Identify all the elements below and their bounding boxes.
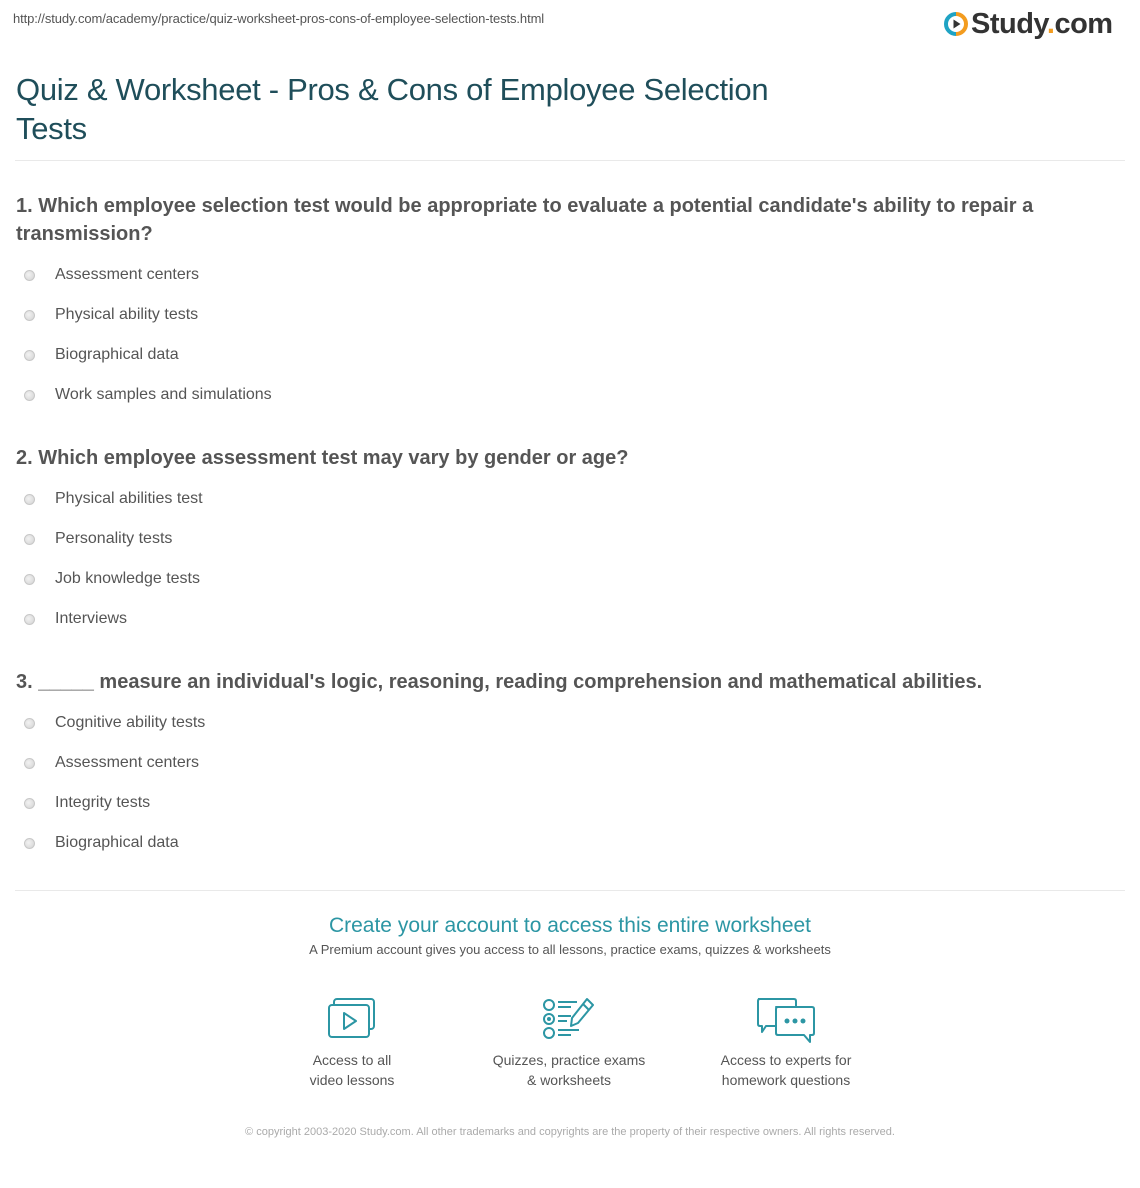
radio-button-icon[interactable] [24, 270, 35, 281]
feature-label-line: Access to all [312, 1052, 392, 1068]
cta-title-link[interactable]: Create your account to access this entire worksheet [328, 914, 812, 937]
feature-experts [696, 996, 876, 1090]
option-label: Work samples and simulations [55, 386, 272, 403]
question-3 [16, 668, 1116, 863]
option-label: Biographical data [55, 346, 179, 363]
answer-option[interactable] [16, 599, 1116, 639]
answer-options [16, 703, 1116, 863]
radio-button-icon[interactable] [24, 838, 35, 849]
radio-button-icon[interactable] [24, 350, 35, 361]
question-2 [16, 444, 1116, 639]
answer-option[interactable] [16, 519, 1116, 559]
radio-button-icon[interactable] [24, 758, 35, 769]
footer-copyright: © copyright 2003-2020 Study.com. All other trademarks and copyrights are the property of their respective owners. All rights reserved. [245, 1126, 895, 1138]
answer-option[interactable] [16, 479, 1116, 519]
radio-button-icon[interactable] [24, 718, 35, 729]
option-label: Assessment centers [55, 754, 200, 771]
answer-option[interactable] [16, 783, 1116, 823]
title-divider [15, 160, 1125, 161]
cta-divider [15, 890, 1125, 891]
feature-label-line: homework questions [721, 1072, 851, 1088]
radio-button-icon[interactable] [24, 534, 35, 545]
answer-option[interactable] [16, 559, 1116, 599]
feature-label-line: & worksheets [526, 1072, 612, 1088]
page-url: http://study.com/academy/practice/quiz-worksheet-pros-cons-of-employee-selection-tests.html [13, 11, 545, 26]
option-label: Biographical data [55, 834, 179, 851]
radio-button-icon[interactable] [24, 310, 35, 321]
option-label: Job knowledge tests [55, 570, 200, 587]
answer-option[interactable] [16, 743, 1116, 783]
page-title: Quiz & Worksheet - Pros & Cons of Employee Selection Tests [16, 72, 769, 146]
answer-option[interactable] [16, 255, 1116, 295]
feature-label [262, 1050, 442, 1090]
logo-dot: . [1046, 8, 1055, 40]
feature-label-line: video lessons [309, 1072, 395, 1088]
logo-text-com: com [1054, 8, 1113, 40]
radio-button-icon[interactable] [24, 574, 35, 585]
signup-cta [0, 912, 1140, 960]
video-lessons-icon [326, 996, 378, 1040]
feature-label-line: Access to experts for [720, 1052, 852, 1068]
logo-text-study: Study [971, 8, 1047, 40]
option-label: Assessment centers [55, 266, 200, 283]
question-text: 1. Which employee selection test would be appropriate to evaluate a potential candidate's ability to repair a transmission? [16, 195, 1034, 245]
option-label: Interviews [55, 610, 128, 627]
answer-option[interactable] [16, 335, 1116, 375]
option-label: Personality tests [55, 530, 173, 547]
radio-button-icon[interactable] [24, 390, 35, 401]
answer-options [16, 255, 1116, 415]
cta-subtitle: A Premium account gives you access to all lessons, practice exams, quizzes & worksheets [309, 942, 831, 957]
radio-button-icon[interactable] [24, 798, 35, 809]
answer-options [16, 479, 1116, 639]
logo-wordmark [971, 8, 1113, 40]
feature-quizzes [479, 996, 659, 1090]
answer-option[interactable] [16, 295, 1116, 335]
study-logo[interactable] [944, 8, 1113, 40]
premium-features [0, 996, 1140, 1096]
radio-button-icon[interactable] [24, 614, 35, 625]
question-text: 3. _____ measure an individual's logic, reasoning, reading comprehension and mathematical abilities. [16, 671, 983, 693]
question-1 [16, 192, 1116, 415]
answer-option[interactable] [16, 375, 1116, 415]
chat-bubbles-icon [754, 996, 818, 1046]
feature-label-line: Quizzes, practice exams [492, 1052, 646, 1068]
answer-option[interactable] [16, 823, 1116, 863]
option-label: Physical abilities test [55, 490, 203, 507]
study-play-logo-icon [944, 12, 968, 36]
option-label: Cognitive ability tests [55, 714, 206, 731]
feature-label [479, 1050, 659, 1090]
feature-label [696, 1050, 876, 1090]
quiz-checklist-icon [541, 996, 597, 1040]
feature-video-lessons [262, 996, 442, 1090]
option-label: Integrity tests [55, 794, 151, 811]
option-label: Physical ability tests [55, 306, 199, 323]
radio-button-icon[interactable] [24, 494, 35, 505]
answer-option[interactable] [16, 703, 1116, 743]
question-text: 2. Which employee assessment test may vary by gender or age? [16, 447, 629, 469]
